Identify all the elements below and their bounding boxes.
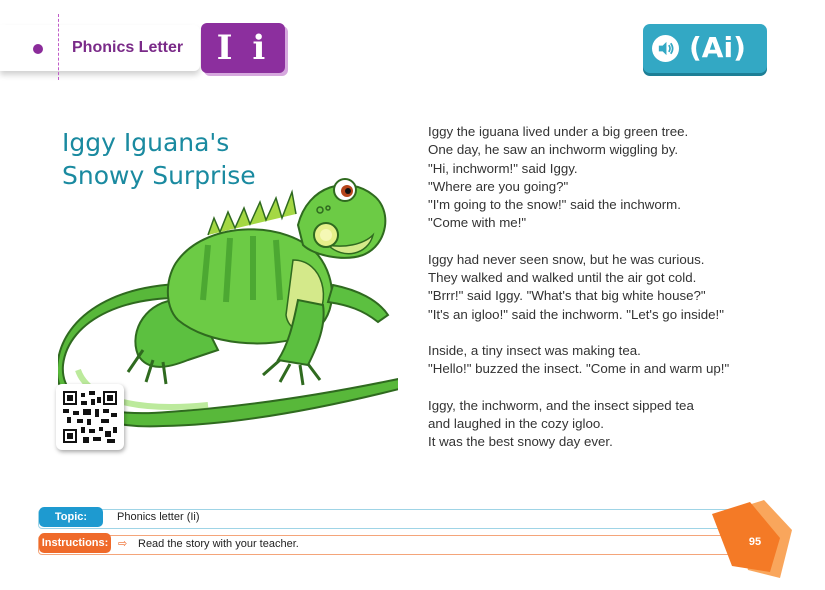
story-paragraph xyxy=(428,123,808,233)
sound-button[interactable] xyxy=(643,24,767,73)
letter-badge: I i xyxy=(201,23,285,73)
story-paragraph xyxy=(428,342,808,379)
qr-pattern-icon xyxy=(63,391,117,443)
instructions-label: Instructions: xyxy=(39,533,111,553)
story-line: They walked and walked until the air got cold. xyxy=(428,270,697,286)
speaker-icon xyxy=(652,35,679,62)
topic-label: Topic: xyxy=(39,507,103,527)
story-line: It was the best snowy day ever. xyxy=(428,434,613,450)
sound-text: (Ai) xyxy=(689,31,746,64)
story-line: Iggy, the inchworm, and the insect sipped tea xyxy=(428,397,694,413)
story-title-line: Iggy Iguana's xyxy=(62,128,230,157)
story-line: "Come with me!" xyxy=(428,215,527,231)
topic-text: Phonics letter (Ii) xyxy=(117,511,200,523)
story-line: "Hi, inchworm!" said Iggy. xyxy=(428,160,578,176)
story-line: "Hello!" buzzed the insect. "Come in and warm up!" xyxy=(428,361,730,377)
story-line: "Where are you going?" xyxy=(428,178,569,194)
story-line: One day, he saw an inchworm wiggling by. xyxy=(428,142,679,158)
story-line: "I'm going to the snow!" said the inchworm. xyxy=(428,197,681,213)
story-line: and laughed in the cozy igloo. xyxy=(428,415,604,431)
story-paragraph xyxy=(428,397,808,452)
arrow-right-icon: ⇨ xyxy=(118,538,128,550)
header-title: Phonics Letter xyxy=(72,39,184,56)
story-line: "Brrr!" said Iggy. "What's that big white house?" xyxy=(428,288,706,304)
story-title-line: Snowy Surprise xyxy=(62,161,256,190)
story-line: Iggy the iguana lived under a big green tree. xyxy=(428,124,689,139)
header-divider xyxy=(58,14,59,80)
story-line: Iggy had never seen snow, but he was curious. xyxy=(428,251,705,267)
page-number: 95 xyxy=(748,536,762,548)
instructions-text: Read the story with your teacher. xyxy=(138,538,299,550)
story-line: "It's an igloo!" said the inchworm. "Let's go inside!" xyxy=(428,306,724,322)
qr-code[interactable] xyxy=(56,384,124,450)
story-text xyxy=(428,123,808,469)
story-paragraph xyxy=(428,251,808,324)
story-line: Inside, a tiny insect was making tea. xyxy=(428,342,641,358)
bullet-dot-icon xyxy=(33,44,43,54)
